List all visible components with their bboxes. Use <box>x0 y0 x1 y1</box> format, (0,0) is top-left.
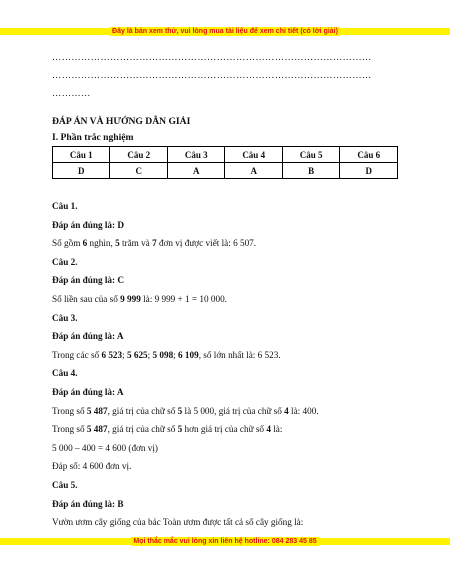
explanation-line: Số gồm 6 nghìn, 5 trăm và 7 đơn vị được viết là: 6 507. <box>52 238 257 249</box>
table-cell: D <box>340 163 398 179</box>
explanation-line: Trong các số 6 523; 5 625; 5 098; 6 109, số lớn nhất là: 6 523. <box>52 349 281 360</box>
section-title: I. Phần trắc nghiệm <box>52 132 134 143</box>
table-header-cell: Câu 6 <box>340 147 398 163</box>
question-label: Câu 2. <box>52 256 78 267</box>
answer-line: Đáp án đúng là: C <box>52 275 124 286</box>
table-row <box>53 163 398 179</box>
table-cell: B <box>282 163 339 179</box>
hotline-notice: Mọi thắc mắc vui lòng xin liên hệ hotline: 084 283 45 85 <box>0 538 450 545</box>
document-body <box>52 48 400 532</box>
answer-table <box>52 146 398 179</box>
table-header-cell: Câu 1 <box>53 147 110 163</box>
table-header-cell: Câu 2 <box>110 147 167 163</box>
explanation-line: Đáp số: 4 600 đơn vị. <box>52 461 132 472</box>
table-header-cell: Câu 5 <box>282 147 339 163</box>
answer-title: ĐÁP ÁN VÀ HƯỚNG DẪN GIẢI <box>52 116 191 127</box>
table-header-cell: Câu 3 <box>167 147 224 163</box>
explanation-line: Số liền sau của số 9 999 là: 9 999 + 1 = 10 000. <box>52 293 227 304</box>
table-cell: A <box>225 163 282 179</box>
answer-line: Đáp án đúng là: D <box>52 219 124 230</box>
blank-line: ………… <box>52 88 91 98</box>
blank-line: ……………………………………………………………………………………… <box>52 70 372 80</box>
table-cell: D <box>53 163 110 179</box>
question-label: Câu 4. <box>52 368 78 379</box>
preview-notice: Đây là bản xem thử, vui lòng mua tài liệu để xem chi tiết (có lời giải) <box>0 28 450 35</box>
table-cell: A <box>167 163 224 179</box>
table-cell: C <box>110 163 167 179</box>
answer-line: Đáp án đúng là: A <box>52 331 124 342</box>
question-label: Câu 5. <box>52 479 78 490</box>
table-header-row <box>53 147 398 163</box>
explanation-line: Trong số 5 487, giá trị của chữ số 5 hơn giá trị của chữ số 4 là: <box>52 424 283 435</box>
answer-line: Đáp án đúng là: B <box>52 498 124 509</box>
question-label: Câu 3. <box>52 312 78 323</box>
explanation-line: Vườn ươm cây giống của bác Toàn ươm được tất cả số cây giống là: <box>52 517 304 528</box>
answer-line: Đáp án đúng là: A <box>52 386 124 397</box>
blank-line: ……………………………………………………………………………………… <box>52 52 372 62</box>
table-header-cell: Câu 4 <box>225 147 282 163</box>
explanation-line: Trong số 5 487, giá trị của chữ số 5 là 5 000, giá trị của chữ số 4 là: 400. <box>52 405 319 416</box>
explanation-line: 5 000 – 400 = 4 600 (đơn vị) <box>52 442 158 453</box>
question-label: Câu 1. <box>52 201 78 211</box>
